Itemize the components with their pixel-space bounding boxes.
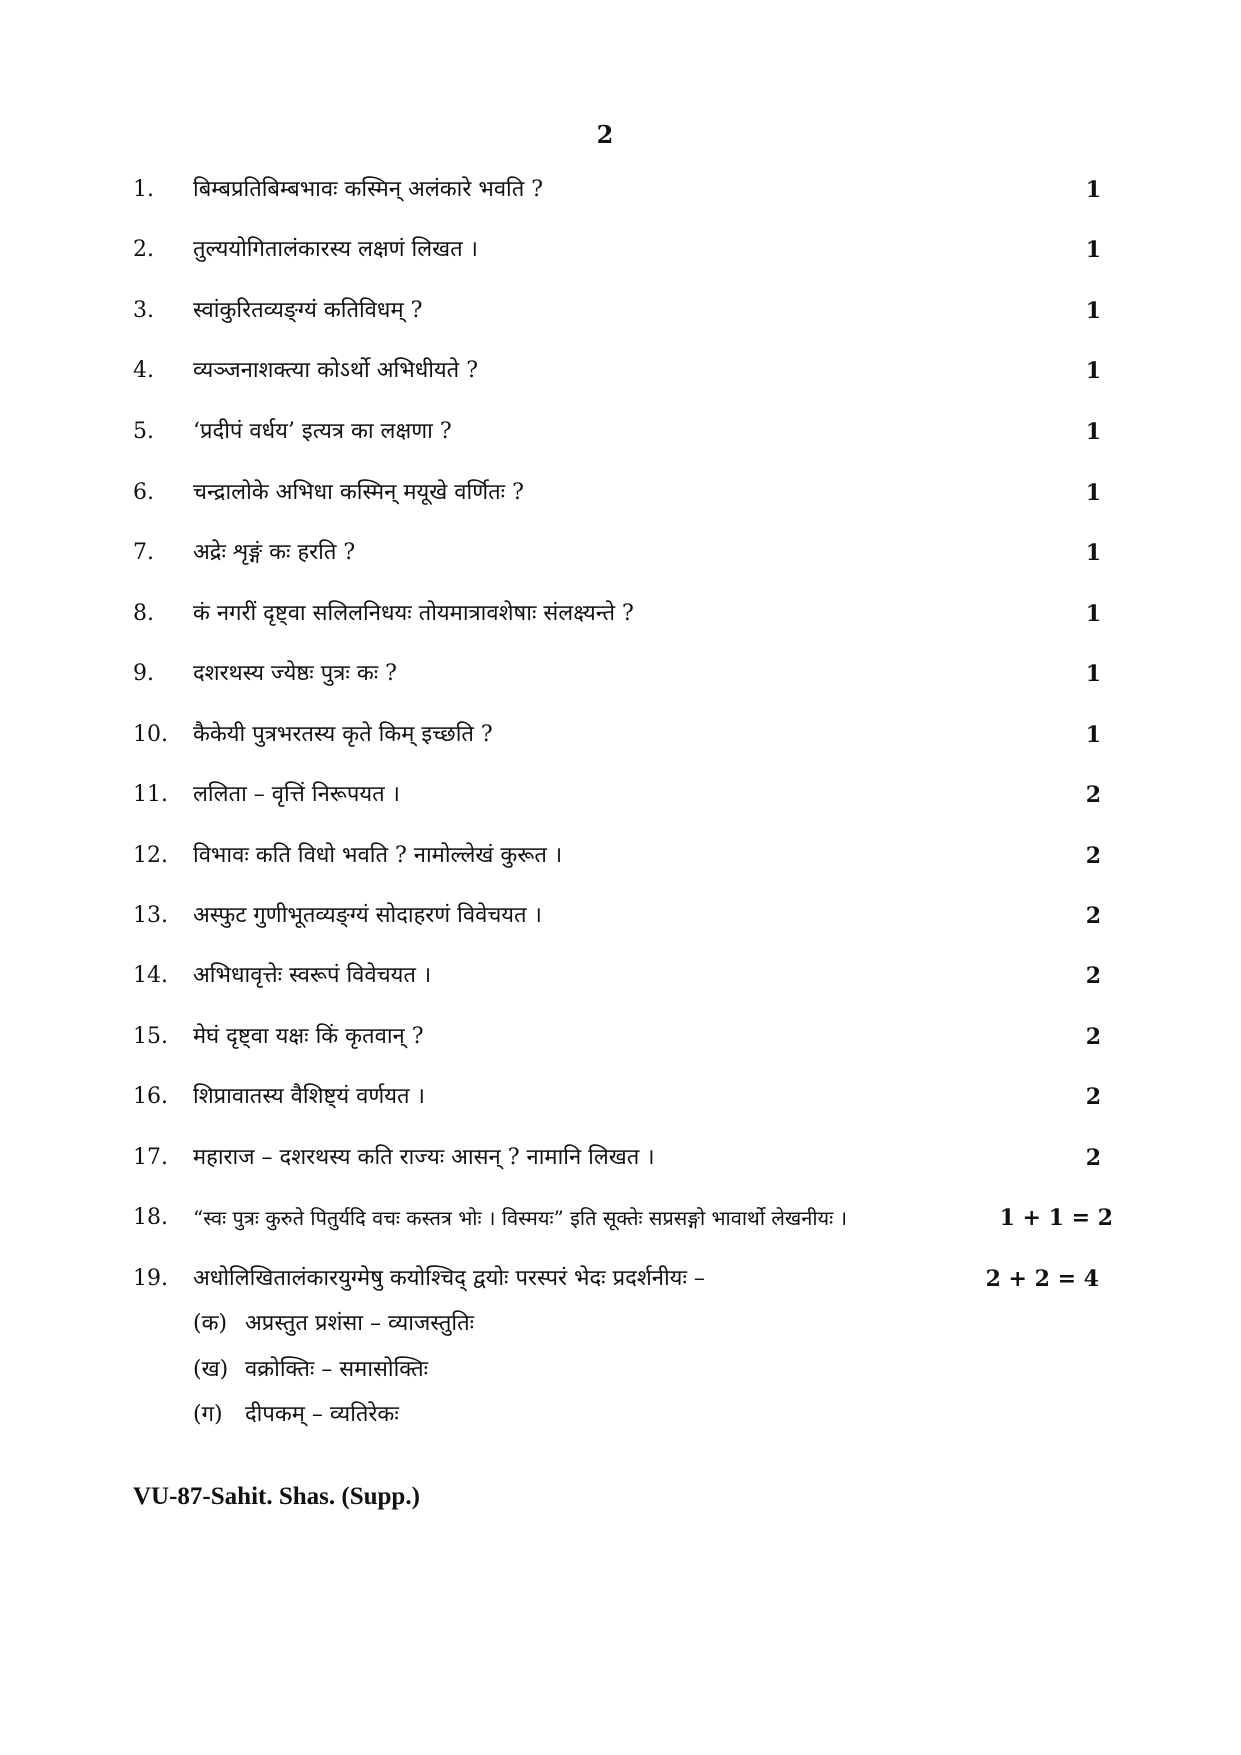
question-number: 12. [133, 843, 168, 868]
question-item [0, 656, 1241, 692]
question-number: 7. [133, 540, 154, 565]
question-item [0, 414, 1241, 450]
question-item [0, 777, 1241, 813]
question-item [0, 717, 1241, 753]
sub-item-text: वक्रोक्तिः – समासोक्तिः [245, 1357, 429, 1382]
question-item [0, 1200, 1241, 1236]
question-number: 4. [133, 358, 154, 383]
question-marks: 2 [1085, 843, 1101, 869]
question-text: चन्द्रालोके अभिधा कस्मिन् मयूखे वर्णितः ? [193, 480, 524, 505]
question-item [0, 232, 1241, 268]
question-text: “स्वः पुत्रः कुरुते पितुर्यदि वचः कस्तत्र भोः । विस्मयः” इति सूक्तेः सप्रसङ्गो भावार्थो लेखनीयः । [193, 1206, 848, 1230]
question-marks: 1 + 1 = 2 [999, 1205, 1113, 1231]
question-text: कैकेयी पुत्रभरतस्य कृते किम् इच्छति ? [193, 722, 493, 747]
question-item [0, 172, 1241, 208]
question-text: अस्फुट गुणीभूतव्यङ्ग्यं सोदाहरणं विवेचयत । [193, 903, 542, 928]
question-item [0, 1079, 1241, 1115]
sub-item-label: (क) [193, 1311, 228, 1336]
question-text: अभिधावृत्तेः स्वरूपं विवेचयत । [193, 963, 432, 988]
question-number: 13. [133, 903, 168, 928]
question-number: 9. [133, 661, 154, 686]
question-item [0, 535, 1241, 571]
sub-item [0, 1306, 1241, 1342]
question-marks: 1 [1085, 480, 1101, 506]
question-marks: 2 [1085, 1024, 1101, 1050]
sub-item-text: दीपकम् – व्यतिरेकः [245, 1402, 399, 1427]
question-item [0, 1019, 1241, 1055]
question-text: अधोलिखितालंकारयुग्मेषु कयोश्चिद् द्वयोः परस्परं भेदः प्रदर्शनीयः – [193, 1266, 705, 1291]
question-number: 3. [133, 298, 154, 323]
sub-item-text: अप्रस्तुत प्रशंसा – व्याजस्तुतिः [245, 1311, 475, 1336]
question-item [0, 898, 1241, 934]
question-item [0, 838, 1241, 874]
question-marks: 1 [1085, 419, 1101, 445]
sub-item [0, 1352, 1241, 1388]
question-text: शिप्रावातस्य वैशिष्ट्यं वर्णयत । [193, 1084, 425, 1109]
question-number: 15. [133, 1024, 168, 1049]
question-text: अद्रेः शृङ्गं कः हरति ? [193, 540, 356, 565]
question-text: ललिता – वृत्तिं निरूपयत । [193, 782, 401, 807]
question-item [0, 1261, 1241, 1297]
question-number: 10. [133, 722, 168, 747]
question-item [0, 353, 1241, 389]
sub-item-label: (ग) [193, 1402, 223, 1427]
question-number: 16. [133, 1084, 168, 1109]
question-number: 17. [133, 1145, 168, 1170]
question-marks: 2 [1085, 963, 1101, 989]
question-number: 18. [133, 1205, 168, 1230]
question-text: कं नगरीं दृष्ट्वा सलिलनिधयः तोयमात्रावशेषाः संलक्ष्यन्ते ? [193, 601, 634, 626]
question-number: 11. [133, 782, 168, 807]
question-marks: 1 [1085, 358, 1101, 384]
question-marks: 1 [1085, 601, 1101, 627]
question-marks: 2 [1085, 1084, 1101, 1110]
question-number: 2. [133, 237, 154, 262]
question-item [0, 596, 1241, 632]
question-text: विभावः कति विधो भवति ? नामोल्लेखं कुरूत । [193, 843, 563, 868]
question-marks: 1 [1085, 540, 1101, 566]
question-number: 6. [133, 480, 154, 505]
question-marks: 2 [1085, 782, 1101, 808]
document-code-footer: VU-87-Sahit. Shas. (Supp.) [133, 1483, 420, 1510]
sub-item [0, 1397, 1241, 1433]
question-marks: 2 [1085, 903, 1101, 929]
question-marks: 1 [1085, 661, 1101, 687]
question-number: 5. [133, 419, 154, 444]
page-number: 2 [596, 120, 614, 149]
question-number: 8. [133, 601, 154, 626]
question-item [0, 958, 1241, 994]
question-text: मेघं दृष्ट्वा यक्षः किं कृतवान् ? [193, 1024, 424, 1049]
question-item [0, 475, 1241, 511]
question-marks: 1 [1085, 177, 1101, 203]
question-text: स्वांकुरितव्यङ्ग्यं कतिविधम् ? [193, 298, 423, 323]
question-text: बिम्बप्रतिबिम्बभावः कस्मिन् अलंकारे भवति ? [193, 177, 544, 202]
question-number: 19. [133, 1266, 168, 1291]
question-marks: 1 [1085, 722, 1101, 748]
question-text: व्यञ्जनाशक्त्या कोऽर्थो अभिधीयते ? [193, 358, 479, 383]
question-marks: 1 [1085, 237, 1101, 263]
question-item [0, 1140, 1241, 1176]
sub-item-label: (ख) [193, 1357, 229, 1382]
question-marks: 2 + 2 = 4 [985, 1266, 1099, 1292]
question-number: 14. [133, 963, 168, 988]
question-marks: 1 [1085, 298, 1101, 324]
question-marks: 2 [1085, 1145, 1101, 1171]
question-text: तुल्ययोगितालंकारस्य लक्षणं लिखत । [193, 237, 479, 262]
question-item [0, 293, 1241, 329]
question-text: महाराज – दशरथस्य कति राज्यः आसन् ? नामानि लिखत । [193, 1145, 655, 1170]
question-text: ‘प्रदीपं वर्धय’ इत्यत्र का लक्षणा ? [193, 419, 452, 444]
question-text: दशरथस्य ज्येष्ठः पुत्रः कः ? [193, 661, 397, 686]
question-number: 1. [133, 177, 154, 202]
